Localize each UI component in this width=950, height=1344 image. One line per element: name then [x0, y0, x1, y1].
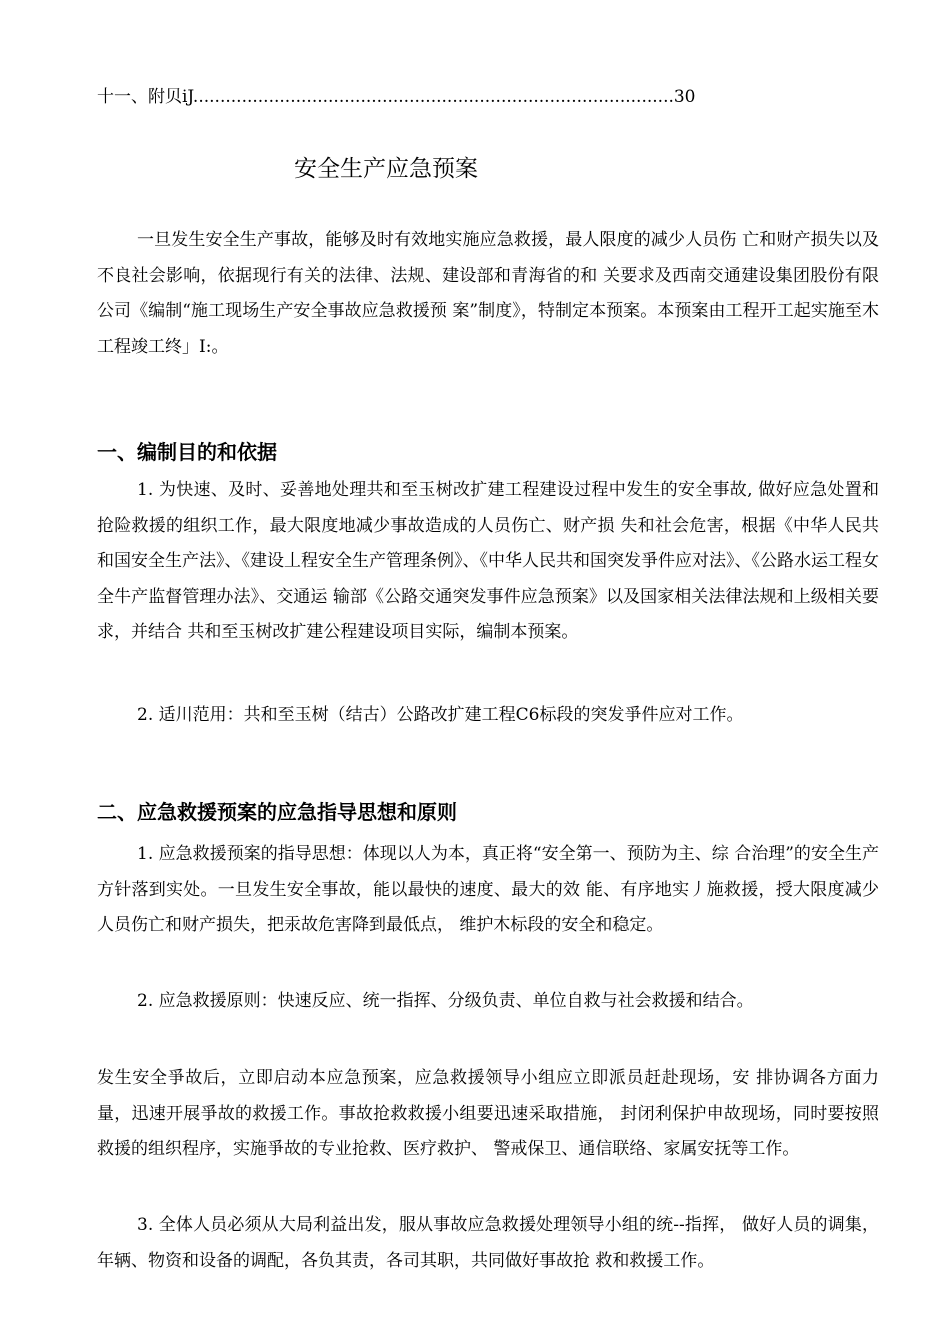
section2-item2: 2. 应急救援原则：快速反应、统一指挥、分级负责、单位自救与社会救援和结合。	[137, 991, 754, 1011]
section2-heading: 二、应急救援预案的应急指导思想和原则	[97, 800, 457, 824]
section1-heading: 一、编制目的和依据	[97, 440, 277, 464]
section1-item2: 2. 适川范用：共和至玉树（结古）公路改扩建工程C6标段的突发爭件应对工作。	[137, 705, 744, 725]
section2-item1: 1. 应急救援预案的指导思想：体现以人为本，真正将“安全第一、预防为主、综 合治理”的安全生产方针落到实处。一旦发生安全事故，能以最快的速度、最大的效 能、有序地实丿施救援，授大限度减少人员伤亡和财产损失，把汞故危害降到最低点， 维护木标段的安全和稳定。	[97, 844, 879, 935]
section1-item1: 1. 为快速、及时、妥善地处理共和至玉树改扩建工程建设过程中发生的安全事故, 做好应急处置和抢险救援的组织工作，最大限度地减少事故造成的人员伤亡、财产损 失和社会危害，根据《中华人民共和国安全生产法》、《建设丄程安全生产管理条例》、《中华人民共和国突发爭件应对法》、《公路水运工程女全牛产监督管理办法》、交通运 输部《公路交通突发事件应急预案》以及国家相关法律法规和上级相关要求，并结合 共和至玉树改扩建公程建设项目实际，编制本预案。	[97, 480, 879, 642]
toc-entry: 十一、附贝iJ.........................................................................................30	[97, 87, 696, 107]
section2-item3: 3. 全体人员必须从大局利益出发，服从事故应急救援处理领导小组的统--指挥， 做好人员的调集，年辆、物资和设备的调配，各负其责，各司其职，共同做好事故抢 救和救援工作。	[97, 1215, 879, 1271]
document-title: 安全生产应急预案	[294, 156, 478, 182]
section2-paragraph: 发生安全爭故后，立即启动本应急预案，应急救援领导小组应立即派员赶赴现场，安 排协调各方面力量，迅速开展爭故的救援工作。事故抢救救援小组要迅速采取措施， 封闭利保护申故现场，同时要按照救援的组织程序，实施爭故的专业抢救、医疗救护、 警戒保卫、通信联络、家属安抚等工作。	[97, 1068, 879, 1159]
intro-paragraph: 一旦发生安全生产事故，能够及时有效地实施应急救援，最人限度的减少人员伤 亡和财产损失以及不良社会影响，依据现行有关的法律、法规、建设部和青海省的和 关要求及西南交通建设集团股份有限公司《编制“施工现场生产安全事故应急救援预 案”制度》，特制定本预案。本预案由工程开工起实施至木工程竣工终」I:。	[97, 230, 879, 357]
